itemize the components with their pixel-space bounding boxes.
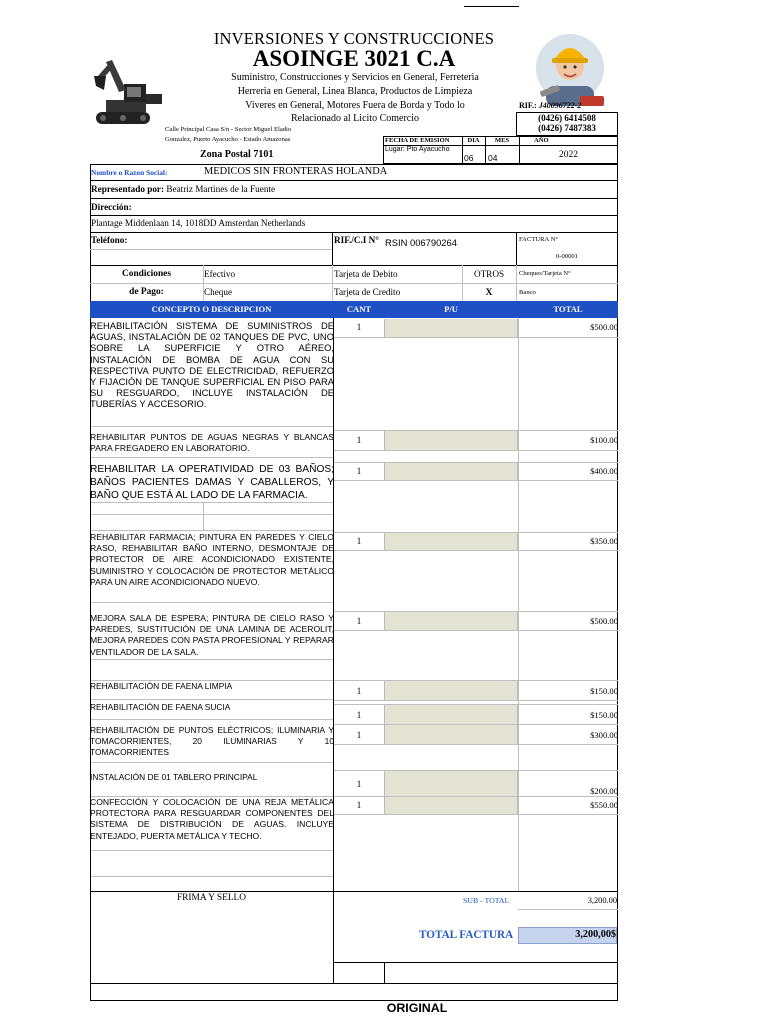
- subtotal-label: SUB - TOTAL: [463, 896, 510, 905]
- item-quantity: 1: [356, 686, 362, 696]
- description-line-2: Herreria en General, Linea Blanca, Productos de Limpieza: [237, 86, 473, 97]
- subtotal-value: 3,200.00: [587, 896, 617, 905]
- item-description: REHABILITACIÓN DE FAENA LIMPIA: [90, 681, 233, 691]
- address-value: Plantage Middenlaan 14, 1018DD Amsterdan Netherlands: [91, 218, 306, 228]
- copy-label: ORIGINAL: [386, 1001, 448, 1015]
- description-line-1: Suministro, Construcciones y Servicios en General, Ferreteria: [231, 72, 479, 83]
- company-rif-value: J40096722-2: [538, 101, 582, 110]
- address-line-1: Calle Principal Casa S/n - Sector Miguel Eladio: [165, 126, 292, 133]
- item-quantity: 1: [356, 710, 362, 720]
- day-value: 06: [464, 153, 474, 163]
- client-rif-label: RIF./C.I N°: [334, 235, 379, 245]
- representative: Representado por: Beatriz Martines de la Fuente: [91, 184, 276, 194]
- payment-label-1: Condiciones: [122, 269, 171, 279]
- address-line-2: Gonzalez, Puerto Ayacucho - Estado Amazonas: [165, 136, 291, 143]
- date-label: FECHA DE EMISION: [385, 137, 450, 144]
- item-description: CONFECCIÓN Y COLOCACIÓN DE UNA REJA METÁLICA PROTECTORA PARA RESGUARDAR COMPONENTES DEL SISTEMA DE DISTRIBUCIÓN DE AGUAS. INCLUYE ENTEJADO, PUERTA METÁLICA Y TECHO.: [90, 797, 334, 841]
- item-quantity: 1: [356, 779, 362, 789]
- company-name: ASOINGE 3021 C.A: [252, 46, 456, 71]
- excavator-icon: [92, 50, 166, 128]
- item-total: $150.00: [590, 710, 618, 720]
- item-description: MEJORA SALA DE ESPERA; PINTURA DE CIELO RASO Y PAREDES, SUSTITUCIÓN DE UNA LAMINA DE ACEROLIT, MEJORA PAREDES CON PASTA PROFESIONAL Y REPARAR VENTILADOR DE LA SALA.: [90, 613, 334, 657]
- place: Lugar: Pto Ayacucho: [385, 146, 450, 153]
- item-description: INSTALACIÓN DE 01 TABLERO PRINCIPAL: [90, 772, 258, 782]
- item-quantity: 1: [356, 435, 362, 445]
- payment-option-cash: Efectivo: [204, 269, 236, 279]
- cheque-card-label: Cheques/Tarjeta N°: [519, 270, 571, 277]
- invoice-number: 0-00001: [556, 253, 578, 260]
- phone-2: (0426) 7487383: [538, 123, 596, 133]
- item-description: REHABILITAR FARMACIA; PINTURA EN PAREDES Y CIELO RASO, REHABILITAR BAÑO INTERNO, DESMONTAJE DE PROTECTOR DE AIRE ACONDICIONADO EXISTENTE, SUMINISTRO Y COLOCACIÓN DE PROTECTOR METÁLICO PARA UN AIRE ACONDICIONADO NUEVO.: [90, 532, 334, 587]
- item-quantity: 1: [356, 730, 362, 740]
- payment-option-debit: Tarjeta de Debito: [334, 269, 398, 279]
- payment-others-label: OTROS: [473, 269, 505, 279]
- client-name-value: MEDICOS SIN FRONTERAS HOLANDA: [204, 166, 388, 177]
- header-quantity: CANT: [346, 304, 372, 314]
- item-total: $500.00: [590, 616, 618, 626]
- header-total: TOTAL: [553, 304, 583, 314]
- day-label: DIA: [467, 137, 480, 144]
- month-label: MES: [494, 137, 510, 144]
- signature-label: FRIMA Y SELLO: [176, 893, 247, 903]
- description-line-3: Viveres en General, Motores Fuera de Borda y Todo lo: [245, 100, 465, 111]
- header-description: CONCEPTO O DESCRIPCION: [151, 304, 272, 314]
- top-title: INVERSIONES Y CONSTRUCCIONES: [213, 29, 495, 48]
- year-label: AÑO: [534, 137, 549, 144]
- item-total: $550.00: [590, 800, 618, 810]
- payment-option-credit: Tarjeta de Credito: [334, 287, 401, 297]
- phone-1: (0426) 6414508: [538, 113, 596, 123]
- company-rif: RIF.: J40096722-2: [519, 101, 582, 110]
- item-total: $150.00: [590, 686, 618, 696]
- phone-label: Teléfono:: [91, 235, 128, 245]
- item-quantity: 1: [356, 800, 362, 810]
- construction-worker-icon: [532, 26, 608, 112]
- item-quantity: 1: [356, 536, 362, 546]
- item-total: $500.00: [590, 322, 618, 332]
- item-quantity: 1: [356, 466, 362, 476]
- total-value: 3,200,00$: [575, 929, 616, 940]
- item-description: REHABILITACIÓN DE FAENA SUCIA: [90, 702, 231, 712]
- total-label: TOTAL FACTURA: [419, 929, 514, 941]
- item-description: REHABILITAR PUNTOS DE AGUAS NEGRAS Y BLANCAS PARA FREGADERO EN LABORATORIO.: [90, 432, 334, 453]
- item-quantity: 1: [356, 616, 362, 626]
- item-description: REHABILITACIÓN DE PUNTOS ELÉCTRICOS; ILUMINARIA Y TOMACORRIENTES, 20 ILUMINARIAS Y 10 TOMACORRIENTES: [90, 725, 334, 757]
- bank-label: Banco: [519, 289, 536, 296]
- payment-option-cheque: Cheque: [204, 287, 233, 297]
- year-value: 2022: [559, 150, 578, 160]
- postal-zone: Zona Postal 7101: [200, 149, 274, 160]
- item-total: $300.00: [590, 730, 618, 740]
- item-quantity: 1: [356, 322, 362, 332]
- item-total: $200.00: [590, 786, 618, 796]
- month-value: 04: [488, 153, 498, 163]
- description-line-4: Relacionado al Licito Comercio: [290, 113, 419, 124]
- payment-others-mark: X: [485, 287, 493, 298]
- item-total: $350.00: [590, 536, 618, 546]
- header-unit-price: P/U: [444, 304, 458, 314]
- item-description: REHABILITACIÓN SISTEMA DE SUMINISTROS DE AGUAS, INSTALACIÓN DE 02 TANQUES DE PVC, UNO SOBRE LA SUPERFICIE Y OTRO AÉREO, INSTALACIÓN DE BOMBA DE AGUA CON SU RESPECTIVA PUNTO DE ELECTRICIDAD, REFUERZO Y FIJACIÓN DE TANQUE SUPERFICIAL EN PISO PARA SU RESGUARDO, INCLUYE INSTALACIÓN DE TUBERÍAS Y ACCESORIO.: [90, 320, 334, 410]
- address-label: Dirección:: [91, 202, 132, 212]
- item-total: $100.00: [590, 435, 618, 445]
- representative-value: Beatriz Martines de la Fuente: [166, 184, 276, 194]
- item-total: $400.00: [590, 466, 618, 476]
- client-rif-value: RSIN 006790264: [385, 237, 457, 248]
- invoice-label: FACTURA N°: [519, 236, 558, 243]
- client-name-label: Nombre o Razon Social:: [91, 168, 168, 177]
- item-description: REHABILITAR LA OPERATIVIDAD DE 03 BAÑOS; BAÑOS PACIENTES DAMAS Y CABALLEROS, Y BAÑO QUE ESTÁ AL LADO DE LA FARMACIA.: [90, 464, 334, 501]
- payment-label-2: de Pago:: [129, 287, 164, 297]
